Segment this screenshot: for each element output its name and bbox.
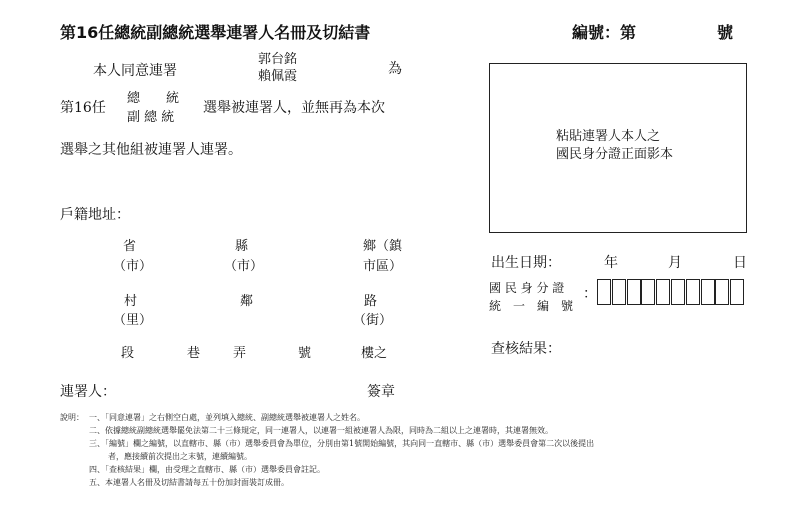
birth-date-label: 出生日期： bbox=[491, 255, 561, 271]
address-province: 省 bbox=[123, 239, 137, 254]
address-floor: 樓之 bbox=[361, 346, 388, 361]
candidate-president-name: 郭台銘 bbox=[258, 52, 298, 67]
form-number-suffix: 號 bbox=[717, 23, 734, 42]
signer-label: 連署人： bbox=[60, 384, 116, 400]
address-alley: 弄 bbox=[233, 346, 247, 361]
id-digit-box[interactable] bbox=[715, 279, 729, 305]
address-village-li: （里） bbox=[113, 313, 153, 328]
consent-prefix: 本人同意連署 bbox=[93, 63, 177, 79]
form-title: 第16任總統副總統選舉連署人名冊及切結書 bbox=[60, 23, 371, 42]
photo-instruction-line2: 國民身分證正面影本 bbox=[556, 147, 674, 162]
address-neighborhood: 鄰 bbox=[240, 294, 254, 309]
id-digit-box[interactable] bbox=[730, 279, 744, 305]
notes-prefix: 說明： bbox=[60, 413, 84, 422]
id-number-colon: ： bbox=[583, 286, 597, 302]
birth-day: 日 bbox=[733, 255, 747, 271]
review-result-label: 查核結果： bbox=[491, 341, 561, 357]
address-province-city: （市） bbox=[113, 259, 153, 274]
id-number-label-2: 統 一 編 號 bbox=[489, 299, 574, 313]
note-item-4: 四、「查核結果」欄，由受理之直轄市、縣（市）選舉委員會註記。 bbox=[89, 465, 325, 474]
address-village: 村 bbox=[124, 294, 138, 309]
role-vice-president: 副 總 統 bbox=[127, 110, 175, 125]
note-item-3: 三、「編號」欄之編號，以直轄市、縣（市）選舉委員會為單位，分別由第1號開始編號，其向同一直轄市、縣（市）選舉委員會第二次以後提出 bbox=[89, 439, 595, 448]
id-digit-box[interactable] bbox=[641, 279, 655, 305]
address-township-district: 市區） bbox=[363, 259, 403, 274]
consent-line2: 選舉被連署人，並無再為本次 bbox=[203, 100, 385, 116]
candidate-vice-name: 賴佩霞 bbox=[258, 69, 298, 84]
address-county: 縣 bbox=[235, 239, 249, 254]
id-digit-box[interactable] bbox=[701, 279, 715, 305]
form-number-label: 編號：第 bbox=[572, 23, 637, 42]
address-number: 號 bbox=[298, 346, 312, 361]
address-county-city: （市） bbox=[224, 259, 264, 274]
note-item-1: 一、「同意連署」之右側空白處，並列填入總統、副總統選舉被連署人之姓名。 bbox=[89, 413, 365, 422]
address-lane: 巷 bbox=[187, 346, 201, 361]
id-digit-box[interactable] bbox=[656, 279, 670, 305]
id-digit-box[interactable] bbox=[686, 279, 700, 305]
address-township: 鄉（鎮 bbox=[363, 239, 403, 254]
term-label: 第16任 bbox=[60, 100, 106, 116]
note-item-5: 五、本連署人名冊及切結書請每五十份加封面裝訂成冊。 bbox=[89, 478, 289, 487]
id-digit-box[interactable] bbox=[597, 279, 611, 305]
address-road-street: （街） bbox=[353, 313, 393, 328]
address-section: 段 bbox=[121, 346, 135, 361]
birth-year: 年 bbox=[604, 255, 618, 271]
id-digit-box[interactable] bbox=[612, 279, 626, 305]
id-digit-box[interactable] bbox=[627, 279, 641, 305]
consent-suffix: 為 bbox=[388, 61, 402, 77]
birth-month: 月 bbox=[668, 255, 682, 271]
photo-instruction-line1: 粘貼連署人本人之 bbox=[556, 129, 661, 144]
role-president: 總 統 bbox=[127, 91, 180, 106]
address-label: 戶籍地址： bbox=[60, 207, 130, 223]
note-item-2: 二、依據總統副總統選舉罷免法第二十三條規定，同一連署人，以連署一組被連署人為限，同時為二組以上之連署時，其連署無效。 bbox=[89, 426, 553, 435]
address-road: 路 bbox=[364, 294, 378, 309]
signature-seal-label: 簽章 bbox=[367, 384, 395, 400]
id-number-label-1: 國 民 身 分 證 bbox=[489, 281, 565, 295]
id-digit-box[interactable] bbox=[671, 279, 685, 305]
note-item-3-cont: 者，應接續前次提出之末號，連續編號。 bbox=[108, 452, 252, 461]
consent-line3: 選舉之其他組被連署人連署。 bbox=[60, 142, 242, 158]
